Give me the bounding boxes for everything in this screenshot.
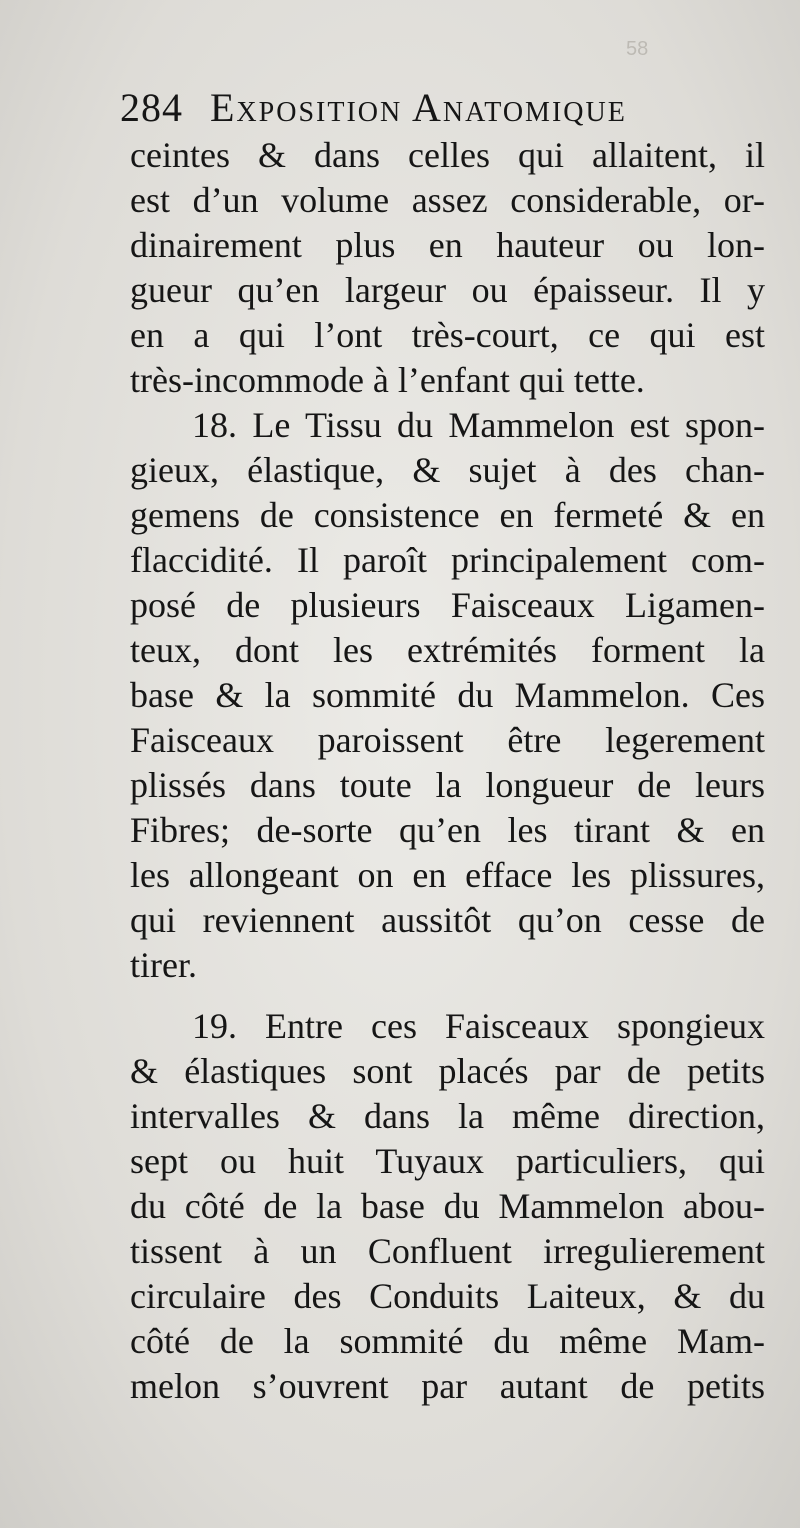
- paragraph-18-line: posé de plusieurs Faisceaux Ligamen-: [130, 585, 765, 625]
- paragraph-18-line: Fibres; de-sorte qu’en les tirant & en: [130, 810, 765, 850]
- paragraph-19-line: & élastiques sont placés par de petits: [130, 1051, 765, 1091]
- paragraph-18-line: gemens de consistence en fermeté & en: [130, 495, 765, 535]
- paragraph-19-line: du côté de la base du Mammelon abou-: [130, 1186, 765, 1226]
- paragraph-18-line: Faisceaux paroissent être legerement: [130, 720, 765, 760]
- paragraph-19-line: côté de la sommité du même Mam-: [130, 1321, 765, 1361]
- paragraph-18-line: base & la sommité du Mammelon. Ces: [130, 675, 765, 715]
- paragraph-18-line: teux, dont les extrémités forment la: [130, 630, 765, 670]
- text-line: ceintes & dans celles qui allaitent, il: [130, 135, 765, 175]
- page-text: [130, 133, 765, 1409]
- paragraph-19-line: 19. Entre ces Faisceaux spongieux: [192, 1006, 765, 1046]
- paragraph-18-line: les allongeant on en efface les plissures,: [130, 855, 765, 895]
- paragraph-19-line: melon s’ouvrent par autant de petits: [130, 1366, 765, 1406]
- text-line: dinairement plus en hauteur ou lon-: [130, 225, 765, 265]
- paragraph-19-line: sept ou huit Tuyaux particuliers, qui: [130, 1141, 765, 1181]
- paragraph-19-line: tissent à un Confluent irregulierement: [130, 1231, 765, 1271]
- paragraph-18-line: plissés dans toute la longueur de leurs: [130, 765, 765, 805]
- page-number: 284: [120, 85, 183, 130]
- paragraph-18-line: gieux, élastique, & sujet à des chan-: [130, 450, 765, 490]
- pencil-mark: 58: [626, 38, 649, 60]
- page-header: [120, 82, 770, 134]
- text-line: très-incommode à l’enfant qui tette.: [130, 360, 645, 400]
- text-line: gueur qu’en largeur ou épaisseur. Il y: [130, 270, 765, 310]
- paragraph-19-line: circulaire des Conduits Laiteux, & du: [130, 1276, 765, 1316]
- running-head: Exposition Anatomique: [210, 85, 627, 130]
- paragraph-18-line: tirer.: [130, 945, 197, 985]
- paragraph-gap: [130, 988, 765, 1004]
- paragraph-18-line: qui reviennent aussitôt qu’on cesse de: [130, 900, 765, 940]
- paragraph-19-line: intervalles & dans la même direction,: [130, 1096, 765, 1136]
- paragraph-18-line: 18. Le Tissu du Mammelon est spon-: [192, 405, 765, 445]
- paragraph-18-line: flaccidité. Il paroît principalement com-: [130, 540, 765, 580]
- text-line: en a qui l’ont très-court, ce qui est: [130, 315, 765, 355]
- text-line: est d’un volume assez considerable, or-: [130, 180, 765, 220]
